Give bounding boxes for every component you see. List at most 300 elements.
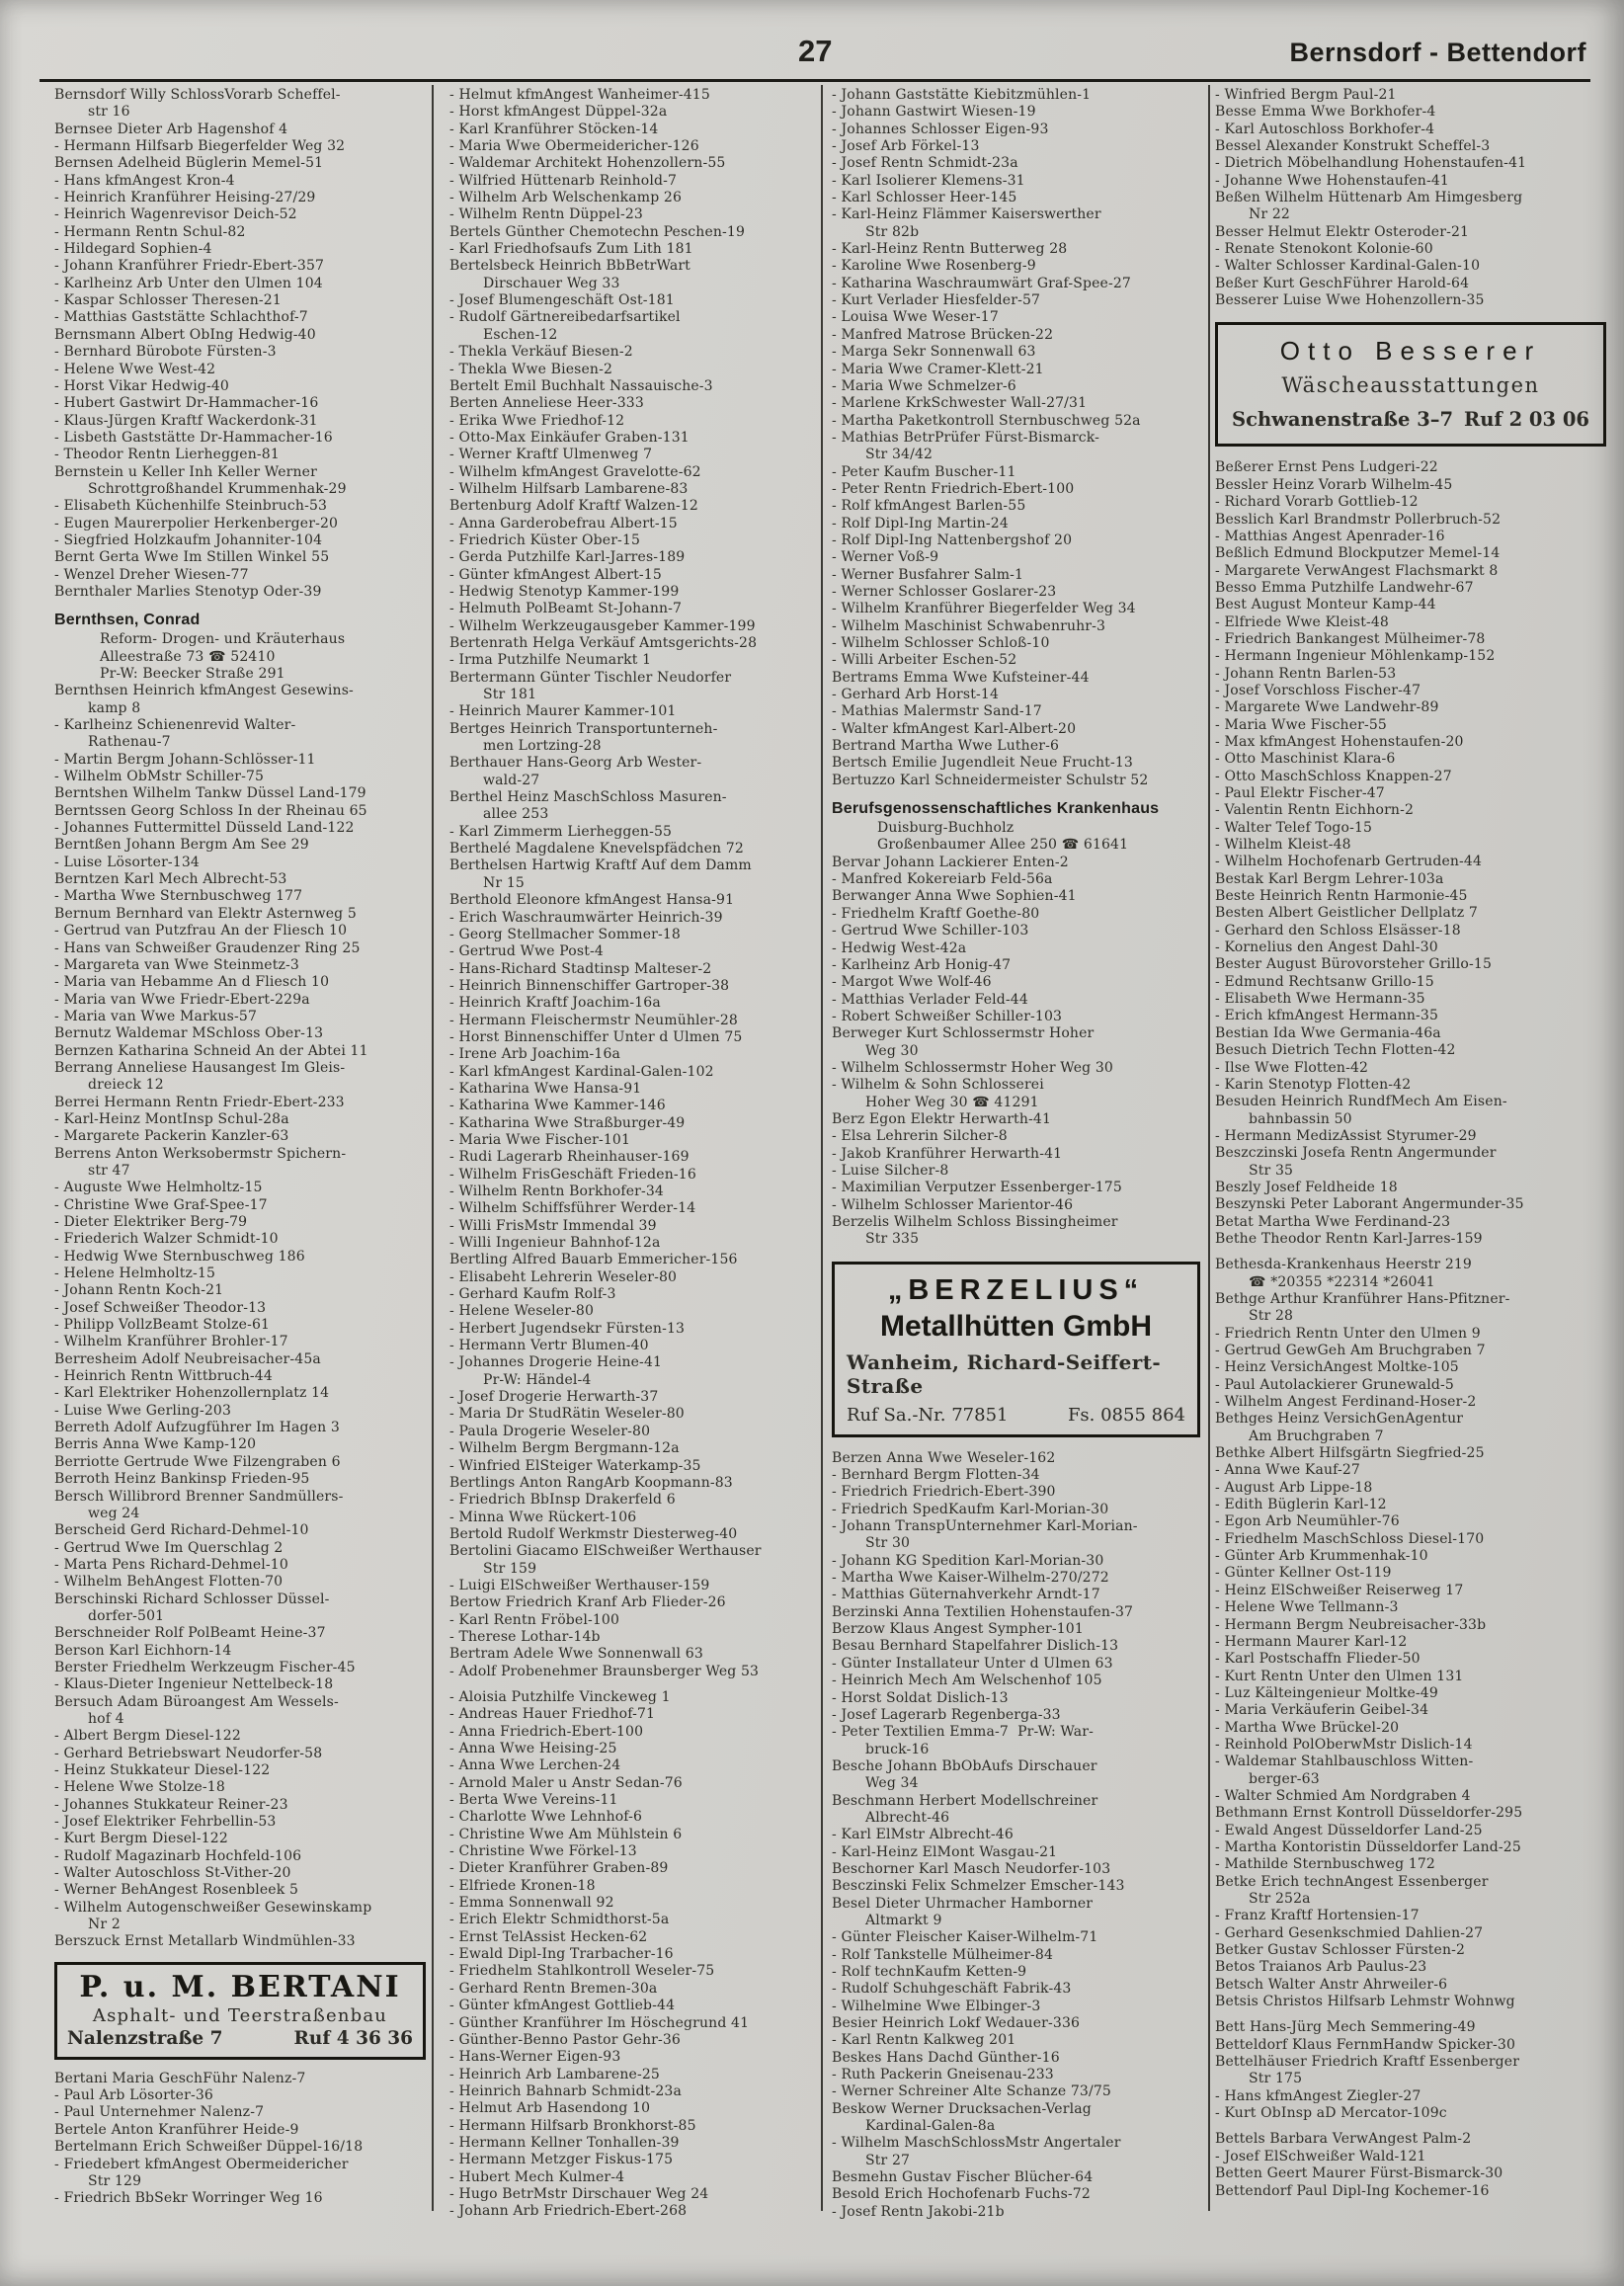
directory-line: - Albert Bergm Diesel-122 (54, 1728, 241, 1745)
directory-line: - Matthias Verlader Feld-44 (832, 991, 1028, 1008)
directory-line: - Johannes Futtermittel Düsseld Land-122 (54, 820, 355, 837)
directory-line: - Johannes Drogerie Heine-41 (449, 1354, 663, 1371)
directory-line: - Günther Kranführer Im Höschegrund 41 (449, 2014, 750, 2031)
directory-line: - Elisabeth Küchenhilfe Steinbruch-53 (54, 498, 328, 515)
directory-line: Bethesda-Krankenhaus Heerstr 219 (1215, 1257, 1472, 1273)
directory-line: - Martha Wwe Brückel-20 (1215, 1719, 1400, 1736)
directory-line: - Rudolf Schuhgeschäft Fabrik-43 (832, 1981, 1072, 1998)
directory-line: - Mathias Malermstr Sand-17 (832, 703, 1042, 720)
directory-line: - Wilhelm Rentn Düppel-23 (449, 206, 643, 223)
page-number: 27 (798, 34, 833, 68)
directory-line: Bernt Gerta Wwe Im Stillen Winkel 55 (54, 549, 330, 566)
directory-line: - Werner Busfahrer Salm-1 (832, 566, 1024, 583)
directory-line: Berthauer Hans-Georg Arb Wester- (449, 755, 702, 772)
directory-line: - Wilhelm Schlossermstr Hoher Weg 30 (832, 1059, 1113, 1076)
directory-line: - Hermann Rentn Schul-82 (54, 223, 246, 240)
spacer (1215, 2010, 1614, 2019)
directory-heading: Bernthsen, Conrad (54, 612, 201, 629)
directory-line: - Maria Wwe Cramer-Klett-21 (832, 361, 1044, 377)
directory-line: - Josef Lagerarb Regenberga-33 (832, 1706, 1061, 1723)
directory-line: - Luz Kälteingenieur Moltke-49 (1215, 1684, 1438, 1701)
directory-line: - Edmund Rechtsanw Grillo-15 (1215, 973, 1434, 990)
directory-line: - Anna Wwe Kauf-27 (1215, 1462, 1360, 1479)
directory-line: - Otto MaschSchloss Knappen-27 (1215, 768, 1452, 784)
directory-line: Berwanger Anna Wwe Sophien-41 (832, 888, 1077, 905)
directory-line: Berzelis Wilhelm Schloss Bissingheimer (832, 1214, 1118, 1230)
directory-line: - Renate Stenokont Kolonie-60 (1215, 241, 1433, 258)
directory-line: - Hildegard Sophien-4 (54, 241, 212, 258)
directory-line: Nr 22 (1249, 206, 1290, 223)
directory-line: - Johann TranspUnternehmer Karl-Morian- (832, 1518, 1138, 1535)
directory-line: - Peter Kaufm Buscher-11 (832, 463, 1016, 480)
directory-line: weg 24 (88, 1505, 140, 1521)
directory-line: Bertermann Günter Tischler Neudorfer (449, 669, 732, 686)
directory-line: - Hans kfmAngest Kron-4 (54, 172, 235, 189)
directory-line: - Karl ElMstr Albrecht-46 (832, 1827, 1014, 1843)
spacer (449, 1680, 817, 1689)
ad-berzelius (832, 1262, 1200, 1437)
directory-line: - Walter Telef Togo-15 (1215, 819, 1373, 836)
directory-line: - Hans-Richard Stadtinsp Malteser-2 (449, 960, 712, 977)
directory-line: - Heinrich Kranführer Heising-27/29 (54, 190, 316, 206)
directory-line: - Heinrich Kraftf Joachim-16a (449, 995, 661, 1012)
directory-line: - Werner Schlosser Goslarer-23 (832, 583, 1057, 600)
directory-line: Str 27 (865, 2152, 911, 2168)
directory-line: - Winfried Bergm Paul-21 (1215, 87, 1397, 103)
directory-line: - Walter Schmied Am Nordgraben 4 (1215, 1787, 1471, 1804)
directory-line: Str 28 (1249, 1308, 1294, 1325)
directory-line: - Heinrich Arb Lambarene-25 (449, 2066, 660, 2082)
directory-line: - Matthias Angest Apenrader-16 (1215, 528, 1445, 544)
directory-line: - Irma Putzhilfe Neumarkt 1 (449, 652, 652, 669)
directory-line: Bernutz Waldemar MSchloss Ober-13 (54, 1025, 324, 1042)
directory-line: Bersch Willibrord Brenner Sandmüllers- (54, 1488, 344, 1505)
directory-line: - Johann Rentn Barlen-53 (1215, 665, 1397, 682)
directory-line: - Johannes Stukkateur Reiner-23 (54, 1796, 288, 1813)
ad-bertani-address: Nalenzstraße 7 (67, 2027, 223, 2049)
directory-line: Bertels Günther Chemotechn Peschen-19 (449, 223, 746, 240)
directory-line: - Wilhelm Schlosser Schloß-10 (832, 635, 1050, 651)
directory-line: Besier Heinrich Lokf Wedauer-336 (832, 2015, 1081, 2032)
directory-line: - Werner Voß-9 (832, 549, 939, 566)
directory-line: Str 159 (483, 1560, 537, 1577)
directory-line: Bernum Bernhard van Elektr Asternweg 5 (54, 905, 357, 922)
directory-line: Besau Bernhard Stapelfahrer Dislich-13 (832, 1638, 1119, 1655)
directory-line: - Siegfried Holzkaufm Johanniter-104 (54, 531, 323, 548)
directory-line: Bertolini Giacamo ElSchweißer Werthauser (449, 1543, 762, 1560)
directory-line: - Marta Pens Richard-Dehmel-10 (54, 1556, 288, 1573)
directory-line: - Anna Friedrich-Ebert-100 (449, 1723, 644, 1740)
directory-line: - Robert Schweißer Schiller-103 (832, 1008, 1063, 1024)
directory-line: bruck-16 (865, 1741, 930, 1757)
directory-line: Bersuch Adam Büroangest Am Wessels- (54, 1693, 339, 1710)
directory-line: - Margarete VerwAngest Flachsmarkt 8 (1215, 562, 1499, 579)
directory-line: - Heinrich Mech Am Welschenhof 105 (832, 1673, 1102, 1689)
directory-line: - Elisabeht Lehrerin Weseler-80 (449, 1268, 678, 1285)
directory-line: Besserer Luise Wwe Hohenzollern-35 (1215, 292, 1485, 309)
directory-line: - Erika Wwe Friedhof-12 (449, 412, 625, 429)
directory-line: Bernthsen Heinrich kfmAngest Gesewins- (54, 683, 354, 699)
directory-line: - Josef Arb Förkel-13 (832, 138, 980, 155)
directory-line: Bertow Friedrich Kranf Arb Flieder-26 (449, 1594, 726, 1611)
directory-line: Dirschauer Weg 33 (483, 275, 620, 291)
ad-berzelius-title: „BERZELIUS“ (887, 1273, 1145, 1306)
directory-line: dorfer-501 (88, 1607, 165, 1624)
directory-line: - Horst Soldat Dislich-13 (832, 1689, 1009, 1706)
directory-line: Bettendorf Paul Dipl-Ing Kochemer-16 (1215, 2182, 1490, 2199)
directory-line: - Heinrich Maurer Kammer-101 (449, 703, 677, 720)
directory-line: - Mathias BetrPrüfer Fürst-Bismarck- (832, 429, 1100, 446)
directory-line: Beste Heinrich Rentn Harmonie-45 (1215, 888, 1468, 905)
directory-line: - Werner Schreiner Alte Schanze 73/75 (832, 2083, 1111, 2100)
directory-line: Bertram Adele Wwe Sonnenwall 63 (449, 1646, 703, 1663)
directory-line: Bethge Arthur Kranführer Hans-Pfitzner- (1215, 1290, 1510, 1307)
directory-line: - Charlotte Wwe Lehnhof-6 (449, 1809, 643, 1826)
directory-line: Bernsdorf Willy SchlossVorarb Scheffel- (54, 87, 341, 103)
directory-line: - Günter Installateur Unter d Ulmen 63 (832, 1655, 1113, 1672)
directory-line: Bertelt Emil Buchhalt Nassauische-3 (449, 377, 713, 394)
directory-line: - Hans van Schweißer Graudenzer Ring 25 (54, 939, 361, 956)
directory-line: - Peter Textilien Emma-7 Pr-W: War- (832, 1724, 1094, 1741)
ad-bertani (54, 1962, 426, 2060)
directory-line: - Waldemar Stahlbauschloss Witten- (1215, 1754, 1474, 1770)
directory-line: - Thekla Verkäuf Biesen-2 (449, 344, 633, 361)
ad-berzelius-telex: Fs. 0855 864 (1067, 1404, 1185, 1426)
directory-line: - Elisabeth Wwe Hermann-35 (1215, 991, 1425, 1008)
directory-line: - Josef Vorschloss Fischer-47 (1215, 682, 1421, 698)
directory-line: Bervar Johann Lackierer Enten-2 (832, 854, 1069, 870)
directory-line: - Otto Maschinist Klara-6 (1215, 751, 1396, 768)
directory-line: - Adolf Probenehmer Braunsberger Weg 53 (449, 1663, 760, 1679)
directory-line: - Gertrud Wwe Post-4 (449, 943, 604, 960)
directory-line: - Josef Rentn Jakobi-21b (832, 2203, 1005, 2220)
directory-line: - Heinz Stukkateur Diesel-122 (54, 1762, 271, 1778)
ad-besserer (1215, 322, 1606, 447)
directory-line: - Wilhelm Hilfsarb Lambarene-83 (449, 480, 689, 497)
directory-line: Bertrams Emma Wwe Kufsteiner-44 (832, 669, 1090, 686)
directory-line: Bertuzzo Karl Schneidermeister Schulstr 52 (832, 772, 1149, 788)
directory-line: - Hermann Fleischermstr Neumühler-28 (449, 1012, 738, 1028)
directory-line: Bestian Ida Wwe Germania-46a (1215, 1024, 1441, 1041)
ad-bertani-phone: Ruf 4 36 36 (293, 2027, 413, 2049)
directory-line: Bethges Heinz VersichGenAgentur (1215, 1411, 1464, 1428)
directory-line: - Günter kfmAngest Albert-15 (449, 566, 662, 583)
directory-line: Bertling Alfred Bauarb Emmericher-156 (449, 1252, 738, 1268)
directory-line: Bertrand Martha Wwe Luther-6 (832, 738, 1060, 755)
directory-line: - Gerhard Gesenkschmied Dahlien-27 (1215, 1924, 1484, 1941)
directory-line: Str 30 (865, 1535, 911, 1552)
directory-line: Besse Emma Wwe Borkhofer-4 (1215, 104, 1436, 121)
directory-line: Bessel Alexander Konstrukt Scheffel-3 (1215, 138, 1491, 155)
directory-line: - Katharina Waschraumwärt Graf-Spee-27 (832, 275, 1131, 291)
directory-line: - Luise Silcher-8 (832, 1162, 949, 1179)
directory-line: Str 34/42 (865, 447, 934, 463)
directory-line: - Karin Stenotyp Flotten-42 (1215, 1076, 1412, 1093)
directory-line: Besold Erich Hochofenarb Fuchs-72 (832, 2186, 1091, 2203)
directory-line: - Maria van Hebamme An d Fliesch 10 (54, 974, 330, 991)
directory-line: - Hubert Mech Kulmer-4 (449, 2168, 625, 2185)
directory-line: Albrecht-46 (865, 1809, 950, 1826)
directory-line: - Mathilde Sternbuschweg 172 (1215, 1856, 1435, 1873)
directory-line: - Karl-Heinz ElMont Wasgau-21 (832, 1843, 1058, 1860)
directory-line: - Hermann MedizAssist Styrumer-29 (1215, 1127, 1477, 1144)
directory-line: Bertelsbeck Heinrich BbBetrWart (449, 258, 690, 275)
directory-line: - Theodor Rentn Lierheggen-81 (54, 447, 280, 463)
directory-line: - Hedwig Stenotyp Kammer-199 (449, 583, 680, 600)
directory-line: - Peter Rentn Friedrich-Ebert-100 (832, 480, 1075, 497)
directory-line: - Christine Wwe Förkel-13 (449, 1843, 637, 1860)
directory-line: - Johann Kranführer Friedr-Ebert-357 (54, 258, 325, 275)
directory-line: Berntßen Johann Bergm Am See 29 (54, 837, 309, 854)
column-divider-1 (432, 85, 434, 2211)
directory-line: - Hans-Werner Eigen-93 (449, 2049, 621, 2066)
directory-line: Berrens Anton Werksobermstr Spichern- (54, 1145, 347, 1162)
directory-line: - Karl Zimmerm Lierheggen-55 (449, 823, 673, 840)
directory-line: - Helmuth PolBeamt St-Johann-7 (449, 601, 683, 617)
directory-line: - Wilhelm kfmAngest Gravelotte-62 (449, 463, 701, 480)
directory-line: - Karl-Heinz Flämmer Kaiserswerther (832, 206, 1101, 223)
directory-line: Kardinal-Galen-8a (865, 2118, 996, 2135)
directory-line: Best August Monteur Kamp-44 (1215, 597, 1436, 613)
directory-line: - Wilhelm Kranführer Biegerfelder Weg 34 (832, 601, 1136, 617)
directory-line: - Christine Wwe Graf-Spee-17 (54, 1196, 268, 1213)
directory-line: - Matthias Gaststätte Schlachthof-7 (54, 309, 308, 326)
directory-line: - Heinz VersichAngest Moltke-105 (1215, 1359, 1459, 1376)
directory-line: - Marga Sekr Sonnenwall 63 (832, 344, 1036, 361)
directory-line: - Wilhelm & Sohn Schlosserei (832, 1077, 1044, 1094)
directory-line: - Katharina Wwe Straßburger-49 (449, 1114, 686, 1131)
column-divider-3 (1208, 85, 1210, 2211)
directory-line: Str 252a (1249, 1891, 1311, 1907)
directory-line: - Therese Lothar-14b (449, 1628, 601, 1645)
directory-line: Berris Anna Wwe Kamp-120 (54, 1436, 257, 1453)
directory-line: - Herbert Jugendsekr Fürsten-13 (449, 1320, 686, 1337)
directory-line: - Hubert Gastwirt Dr-Hammacher-16 (54, 395, 319, 412)
directory-line: - Irene Arb Joachim-16a (449, 1046, 620, 1063)
directory-line: Hoher Weg 30 ☎ 41291 (865, 1094, 1039, 1110)
directory-line: Weg 30 (865, 1042, 919, 1059)
directory-line: - Gertrud Wwe Schiller-103 (832, 923, 1029, 939)
directory-line: - Hermann Kellner Tonhallen-39 (449, 2134, 680, 2151)
directory-line: - Karl Autoschloss Borkhofer-4 (1215, 121, 1435, 137)
directory-line: - Matthias Güternahverkehr Arndt-17 (832, 1587, 1100, 1603)
directory-line: - Erich kfmAngest Hermann-35 (1215, 1008, 1439, 1024)
directory-line: - Klaus-Jürgen Kraftf Wackerdonk-31 (54, 412, 318, 429)
spacer (832, 789, 1206, 798)
directory-line: - Emma Sonnenwall 92 (449, 1895, 614, 1912)
directory-line: Berriotte Gertrude Wwe Filzengraben 6 (54, 1453, 341, 1470)
directory-line: - Maria van Wwe Friedr-Ebert-229a (54, 991, 310, 1008)
directory-line: - Ewald Dipl-Ing Trarbacher-16 (449, 1946, 674, 1963)
directory-line: - Heinrich Wagenrevisor Deich-52 (54, 206, 297, 223)
directory-line: - Johanne Wwe Hohenstaufen-41 (1215, 172, 1449, 189)
directory-line: - Günter kfmAngest Gottlieb-44 (449, 1998, 676, 2014)
directory-line: Bernsmann Albert ObIng Hedwig-40 (54, 326, 316, 343)
directory-line: Berzinski Anna Textilien Hohenstaufen-37 (832, 1603, 1134, 1620)
directory-line: Pr-W: Beecker Straße 291 (100, 666, 285, 682)
directory-line: - Bernhard Bergm Flotten-34 (832, 1467, 1040, 1484)
directory-line: - Minna Wwe Rückert-106 (449, 1509, 637, 1525)
directory-line: Berthelsen Hartwig Kraftf Auf dem Damm (449, 857, 752, 874)
directory-line: - Heinrich Rentn Wittbruch-44 (54, 1368, 273, 1385)
directory-line: - Gerhard Kaufm Rolf-3 (449, 1286, 616, 1303)
directory-line: - Günter Fleischer Kaiser-Wilhelm-71 (832, 1929, 1098, 1946)
directory-line: - Franz Kraftf Hortensien-17 (1215, 1908, 1420, 1924)
directory-line: - Friedrich SpedKaufm Karl-Morian-30 (832, 1501, 1109, 1517)
directory-line: - Martha Kontoristin Düsseldorfer Land-25 (1215, 1838, 1521, 1855)
directory-line: - Karl-Heinz MontInsp Schul-28a (54, 1110, 289, 1127)
directory-line: - Wilhelm MaschSchlossMstr Angertaler (832, 2135, 1121, 2152)
directory-line: - Friedhelm Stahlkontroll Weseler-75 (449, 1963, 715, 1980)
directory-line: Bernsee Dieter Arb Hagenshof 4 (54, 121, 288, 137)
directory-line: - Wilhelm Arb Welschenkamp 26 (449, 190, 683, 206)
directory-line: Besche Johann BbObAufs Dirschauer (832, 1757, 1097, 1774)
directory-line: - Karlheinz Schienenrevid Walter- (54, 717, 296, 734)
directory-line: Betos Traianos Arb Paulus-23 (1215, 1959, 1427, 1976)
directory-line: - Friedrich Rentn Unter den Ulmen 9 (1215, 1325, 1481, 1342)
directory-line: Besslich Karl Brandmstr Pollerbruch-52 (1215, 511, 1502, 528)
directory-line: - Jakob Kranführer Herwarth-41 (832, 1145, 1063, 1162)
directory-line: - Rolf technKaufm Ketten-9 (832, 1964, 1027, 1980)
directory-line: - Bernhard Bürobote Fürsten-3 (54, 344, 277, 361)
directory-line: - Hedwig Wwe Sternbuschweg 186 (54, 1248, 305, 1265)
directory-line: dreieck 12 (88, 1077, 164, 1094)
directory-line: ☎ *20355 *22314 *26041 (1249, 1273, 1435, 1290)
directory-line: - Karl Elektriker Hohenzollernplatz 14 (54, 1385, 330, 1402)
directory-line: - Hermann Hilfsarb Biegerfelder Weg 32 (54, 138, 346, 155)
directory-line: Berweger Kurt Schlossermstr Hoher (832, 1025, 1095, 1042)
directory-line: - Johann Rentn Koch-21 (54, 1282, 224, 1299)
directory-line: - Gertrud van Putzfrau An der Fliesch 10 (54, 923, 348, 939)
directory-column-1 (54, 87, 430, 2208)
directory-line: Berthold Eleonore kfmAngest Hansa-91 (449, 892, 735, 909)
directory-line: - Helene Helmholtz-15 (54, 1265, 216, 1282)
ad-bertani-title: P. u. M. BERTANI (79, 1969, 401, 2004)
directory-line: Beßen Wilhelm Hüttenarb Am Himgesberg (1215, 190, 1523, 206)
directory-line: - Ilse Wwe Flotten-42 (1215, 1059, 1369, 1076)
directory-line: - Wilhelm Schlosser Marientor-46 (832, 1196, 1074, 1213)
directory-line: - Hugo BetrMstr Dirschauer Weg 24 (449, 2185, 709, 2202)
directory-line: str 47 (88, 1162, 130, 1179)
directory-line: - Anna Garderobefrau Albert-15 (449, 515, 678, 531)
directory-line: Bertsch Emilie Jugendleit Neue Frucht-13 (832, 755, 1133, 772)
directory-line: Altmarkt 9 (865, 1912, 942, 1928)
directory-line: Betat Martha Wwe Ferdinand-23 (1215, 1213, 1451, 1230)
directory-line: - Georg Stellmacher Sommer-18 (449, 926, 681, 942)
directory-line: Berz Egon Elektr Herwarth-41 (832, 1110, 1051, 1127)
directory-line: Bestak Karl Bergm Lehrer-103a (1215, 870, 1444, 887)
directory-line: - Martha Wwe Kaiser-Wilhelm-270/272 (832, 1570, 1109, 1587)
directory-line: - Maximilian Verputzer Essenberger-175 (832, 1180, 1122, 1196)
directory-line: Berresheim Adolf Neubreisacher-45a (54, 1350, 321, 1367)
directory-line: Berszuck Ernst Metallarb Windmühlen-33 (54, 1933, 356, 1950)
directory-line: - Wilhelm Hochofenarb Gertruden-44 (1215, 854, 1483, 870)
directory-heading: Berufsgenossenschaftliches Krankenhaus (832, 800, 1160, 818)
directory-line: Berzow Klaus Angest Sympher-101 (832, 1621, 1084, 1638)
ad-besserer-address: Schwanenstraße 3–7 (1232, 408, 1454, 432)
directory-line: - Kurt ObInsp aD Mercator-109c (1215, 2105, 1447, 2122)
directory-line: - Wilhelm Maschinist Schwabenruhr-3 (832, 617, 1106, 634)
directory-line: Bester August Bürovorsteher Grillo-15 (1215, 956, 1493, 973)
directory-line: Bethke Albert Hilfsgärtn Siegfried-25 (1215, 1445, 1485, 1462)
directory-line: Bertelmann Erich Schweißer Düppel-16/18 (54, 2139, 364, 2156)
directory-line: Alleestraße 73 ☎ 52410 (100, 648, 276, 665)
directory-line: - Reinhold PolOberwMstr Dislich-14 (1215, 1736, 1473, 1753)
directory-line: - Kaspar Schlosser Theresen-21 (54, 292, 282, 309)
directory-line: - Josef Rentn Schmidt-23a (832, 155, 1018, 172)
directory-line: - Martha Paketkontroll Sternbuschweg 52a (832, 412, 1141, 429)
directory-line: Bernstein u Keller Inh Keller Werner (54, 463, 317, 480)
directory-line: - Ewald Angest Düsseldorfer Land-25 (1215, 1822, 1483, 1838)
directory-line: - Horst Vikar Hedwig-40 (54, 377, 229, 394)
directory-line: Pr-W: Händel-4 (483, 1371, 592, 1388)
directory-line: - August Arb Lippe-18 (1215, 1479, 1373, 1496)
directory-line: - Karlheinz Arb Honig-47 (832, 956, 1012, 973)
directory-line: Beszly Josef Feldheide 18 (1215, 1179, 1398, 1195)
directory-line: - Friederich Walzer Schmidt-10 (54, 1231, 279, 1248)
directory-line: - Hermann Bergm Neubreisacher-33b (1215, 1616, 1487, 1633)
directory-line: - Christine Wwe Am Mühlstein 6 (449, 1826, 683, 1842)
ad-bertani-subtitle: Asphalt- und Teerstraßenbau (92, 2004, 388, 2026)
directory-line: - Rolf Dipl-Ing Nattenbergshof 20 (832, 531, 1073, 548)
directory-line: - Elfriede Kronen-18 (449, 1877, 596, 1894)
directory-line: Berscheid Gerd Richard-Dehmel-10 (54, 1522, 309, 1539)
directory-line: - Maria Dr StudRätin Weseler-80 (449, 1406, 685, 1423)
directory-line: Str 82b (865, 223, 920, 240)
directory-line: Beschmann Herbert Modellschreiner (832, 1792, 1098, 1809)
directory-line: - Maria Wwe Fischer-55 (1215, 716, 1387, 733)
directory-line: - Karl Kranführer Stöcken-14 (449, 121, 659, 137)
ad-berzelius-address: Wanheim, Richard-Seiffert-Straße (847, 1349, 1162, 1398)
directory-line: Str 335 (865, 1231, 920, 1248)
directory-line: - Karoline Wwe Rosenberg-9 (832, 258, 1036, 275)
directory-line: - Katharina Wwe Hansa-91 (449, 1080, 642, 1097)
directory-line: - Anna Wwe Lerchen-24 (449, 1757, 621, 1774)
directory-line: Weg 34 (865, 1775, 919, 1792)
directory-line: Berzen Anna Wwe Weseler-162 (832, 1449, 1056, 1466)
directory-line: - Luise Lösorter-134 (54, 854, 200, 870)
directory-line: - Johann Gaststätte Kiebitzmühlen-1 (832, 87, 1092, 103)
directory-line: - Maria Verkäuferin Geibel-34 (1215, 1702, 1429, 1719)
directory-line: - Dieter Elektriker Berg-79 (54, 1214, 248, 1230)
directory-line: - Winfried ElSteiger Waterkamp-35 (449, 1457, 701, 1474)
directory-line: Berntssen Georg Schloss In der Rheinau 65 (54, 802, 367, 819)
directory-line: str 16 (88, 104, 130, 121)
directory-line: - Erich Elektr Schmidthorst-5a (449, 1912, 670, 1928)
directory-line: - Otto-Max Einkäufer Graben-131 (449, 429, 690, 446)
directory-line: - Wilhelm FrisGeschäft Frieden-16 (449, 1166, 696, 1183)
directory-line: - Kurt Verlader Hiesfelder-57 (832, 292, 1041, 309)
directory-line: - Wilhelm Kranführer Brohler-17 (54, 1334, 288, 1350)
directory-line: - Willi FrisMstr Immendal 39 (449, 1217, 657, 1234)
directory-line: - Werner Kraftf Ulmenweg 7 (449, 447, 653, 463)
directory-line: - Wilhelm BehAngest Flotten-70 (54, 1574, 284, 1591)
directory-line: - Gertrud GewGeh Am Bruchgraben 7 (1215, 1343, 1486, 1358)
directory-line: Bett Hans-Jürg Mech Semmering-49 (1215, 2019, 1476, 2036)
directory-line: - Helene Wwe Stolze-18 (54, 1779, 225, 1796)
spacer (54, 601, 430, 610)
directory-line: Bertani Maria GeschFühr Nalenz-7 (54, 2070, 306, 2086)
directory-line: - Paul Elektr Fischer-47 (1215, 785, 1385, 801)
directory-line: Berschneider Rolf PolBeamt Heine-37 (54, 1625, 326, 1642)
directory-line: Besuden Heinrich RundfMech Am Eisen- (1215, 1094, 1507, 1110)
directory-line: - Johann KG Spedition Karl-Morian-30 (832, 1552, 1104, 1569)
directory-line: Str 35 (1249, 1162, 1294, 1179)
directory-line: Betke Erich technAngest Essenberger (1215, 1873, 1489, 1890)
directory-line: - Egon Arb Neumühler-76 (1215, 1513, 1400, 1530)
directory-line: - Gerhard Arb Horst-14 (832, 687, 1000, 703)
directory-line: Großenbaumer Allee 250 ☎ 61641 (877, 837, 1129, 854)
